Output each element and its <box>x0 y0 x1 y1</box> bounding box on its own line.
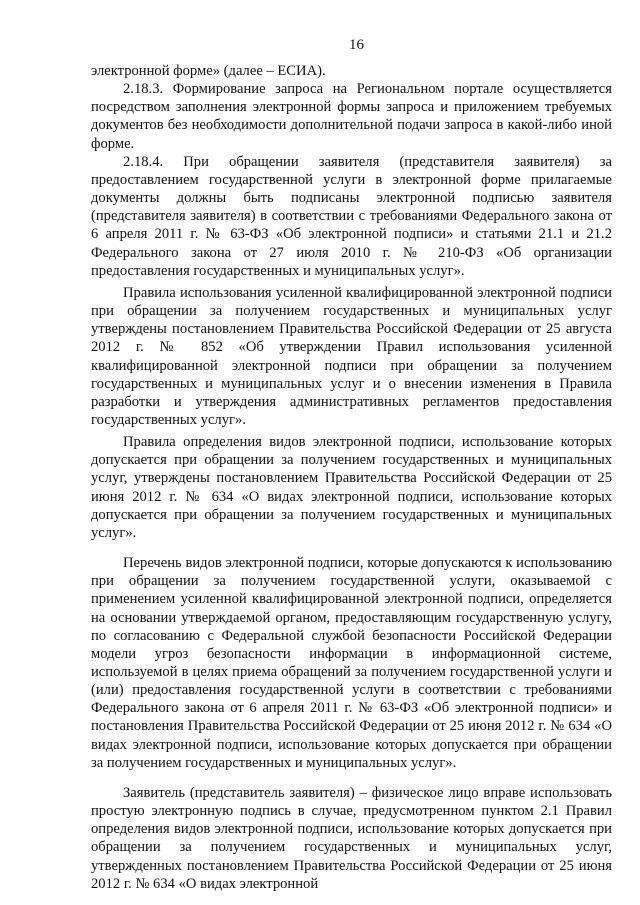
document-body <box>91 62 612 893</box>
paragraph-signature-types-list: Перечень видов электронной подписи, которые допускаются к использованию при обращении за получением государственной услуги, оказываемой с применением усиленной квалифицированной электронной подписи, определяется на основании утверждаемой органом, предоставляющим государственную услугу, по согласованию с Федеральной службой безопасности Российской Федерации модели угроз безопасности информации в информационной системе, используемой в целях приема обращений за получением государственной услуги и (или) предоставления государственной услуги в соответствии с требованиями Федерального закона от 6 апреля 2011 г. № 63-ФЗ «Об электронной подписи» и постановления Правительства Российской Федерации от 25 июня 2012 г. № 634 «О видах электронной подписи, использование которых допускается при обращении за получением государственных и муниципальных услуг». <box>91 555 612 771</box>
paragraph-signature-type-rules: Правила определения видов электронной подписи, использование которых допускается при обращении за получением государственных и муниципальных услуг, утверждены постановлением Правительства Российской Федерации от 25 июня 2012 г. № 634 «О видах электронной подписи, использование которых допускается при обращении за получением государственных и муниципальных услуг». <box>91 434 612 541</box>
page-number: 16 <box>349 37 364 53</box>
paragraph-2-18-3: 2.18.3. Формирование запроса на Региональном портале осуществляется посредством заполнения электронной формы запроса и приложением требуемых документов без необходимости дополнительной подачи запроса в какой-либо иной форме. <box>91 81 612 152</box>
paragraph-2-18-4: 2.18.4. При обращении заявителя (представителя заявителя) за предоставлением государственной услуги в электронной форме прилагаемые документы должны быть подписаны электронной подписью заявителя (представителя заявителя) в соответствии с требованиями Федерального закона от 6 апреля 2011 г. № 63-ФЗ «Об электронной подписи» и статьями 21.1 и 21.2 Федерального закона от 27 июля 2010 г. № 210-ФЗ «Об организации предоставления государственных и муниципальных услуг». <box>91 153 612 279</box>
paragraph-qualified-signature-rules: Правила использования усиленной квалифицированной электронной подписи при обращении за получением государственных и муниципальных услуг утверждены постановлением Правительства Российской Федерации от 25 августа 2012 г. № 852 «Об утверждении Правил использования усиленной квалифицированной электронной подписи при обращении за получением государственных и муниципальных услуг и о внесении изменения в Правила разработки и утверждения административных регламентов предоставления государственных услуг». <box>91 284 612 428</box>
paragraph-esia-continuation: электронной форме» (далее – ЕСИА). <box>91 63 326 79</box>
paragraph-simple-signature: Заявитель (представитель заявителя) – физическое лицо вправе использовать простую электронную подпись в случае, предусмотренном пунктом 2.1 Правил определения видов электронной подписи, использование которых допускается при обращении за получением государственных и муниципальных услуг, утвержденных постановлением Правительства Российской Федерации от 25 июня 2012 г. № 634 «О видах электронной <box>91 784 612 892</box>
